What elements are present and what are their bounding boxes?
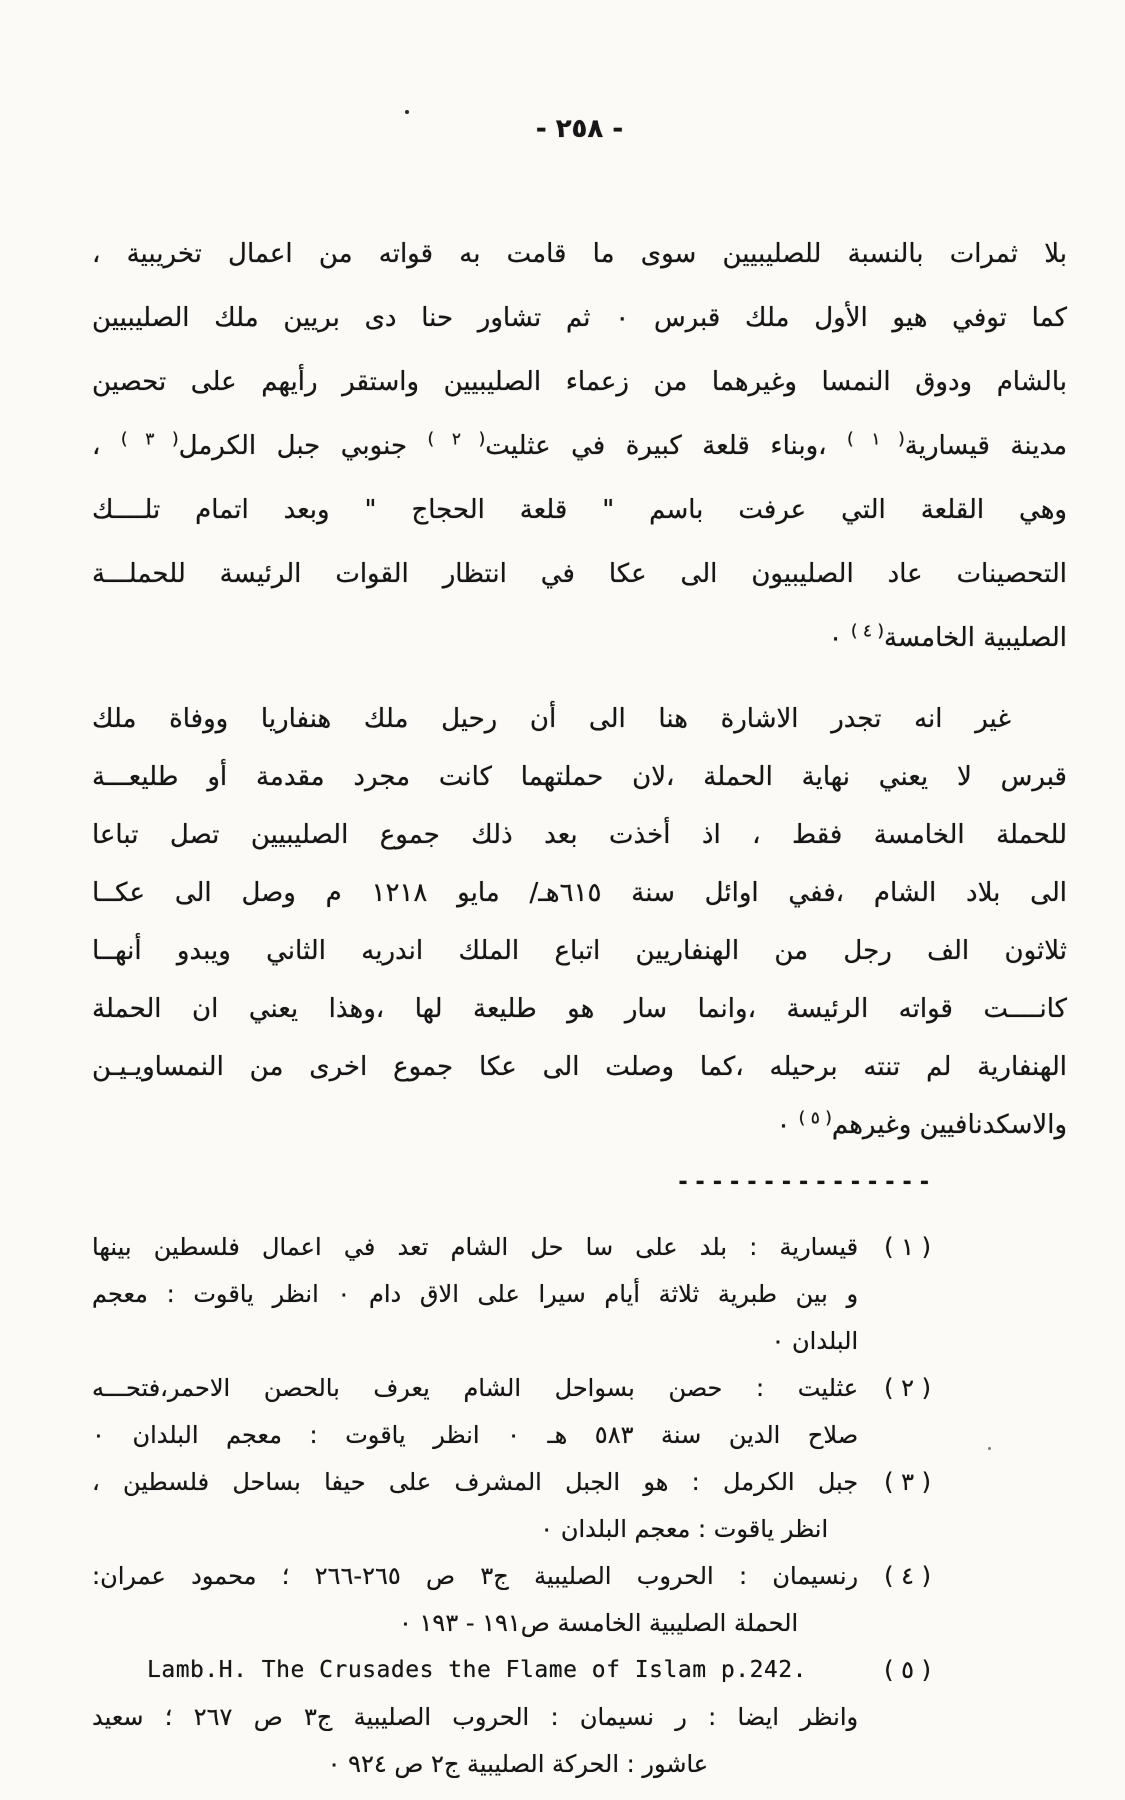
footnote-line: عثليت : حصن بسواحل الشام يعرف بالحصن الاحمر،فتحـــه [92,1374,859,1402]
text-line: الى بلاد الشام ،ففي اوائل سنة ٦١٥هـ/ مايو ١٢١٨ م وصل الى عكــا [92,878,1067,908]
footnote [92,1224,1067,1365]
footnote-ref: ( ٤ ) [850,621,885,642]
text-line: وهي القلعة التي عرفت باسم " قلعة الحجاج " وبعد اتمام تلــــك [92,495,1067,525]
footnote-marker: ( ٣ ) [884,1468,931,1496]
footnote [92,1553,1067,1647]
footnotes [92,1224,1067,1788]
footnote-ref: ( ٣ ) [120,429,179,450]
footnote-line-latin: Lamb.H. The Crusades the Flame of Islam p.242. [147,1657,807,1683]
text-line: ثلاثون الف رجل من الهنفاريين اتباع الملك اندريه الثاني ويبدو أنهــا [92,936,1067,966]
footnote-text [92,1224,858,1365]
footnote-line: صلاح الدين سنة ٥٨٣ هـ ٠ انظر ياقوت : معجم البلدان ٠ [92,1421,859,1449]
footnote-marker: ( ١ ) [884,1233,931,1261]
footnote-ref: ( ٥ ) [798,1108,832,1129]
footnote-ref: ( ٢ ) [427,429,486,450]
footnote-line: رنسيمان : الحروب الصليبية ج٣ ص ٢٦٥-٢٦٦ ؛ محمود عمران: [92,1562,859,1590]
text-line: الهنفارية لم تنته برحيله ،كما وصلت الى عكا جموع اخرى من النمساويـيـن [92,1052,1067,1082]
footnote-text [92,1553,858,1647]
footnote-marker: ( ٤ ) [884,1562,931,1590]
footnote-line: جبل الكرمل : هو الجبل المشرف على حيفا بساحل فلسطين ، [92,1468,859,1496]
text-line: بلا ثمرات بالنسبة للصليبيين سوى ما قامت به قواته من اعمال تخريبية ، [92,239,1067,269]
body-text [92,222,1067,1154]
text-line: غير انه تجدر الاشارة هنا الى أن رحيل ملك هنفاريا ووفاة ملك [92,704,1011,734]
text-line: كانــــت قواته الرئيسة ،وانما سار هو طليعة لها ،وهذا يعني ان الحملة [92,994,1067,1024]
footnote-line: وانظر ايضا : ر نسيمان : الحروب الصليبية ج٣ ص ٢٦٧ ؛ سعيد [92,1703,859,1731]
footnote-text [92,1365,858,1459]
footnote-separator: --------------- [676,1170,935,1195]
text-line: التحصينات عاد الصليبيون الى عكا في انتظار القوات الرئيسة للحملـــة [92,559,1067,589]
text-line: مدينة قيسارية$^{( ١ )}$ ،وبناء قلعة كبيرة في عثليت$^{( ٢ )}$ جنوبي جبل الكرمل$^{( ٣ )}$ ، [92,429,1068,461]
text-line: بالشام ودوق النمسا وغيرهما من زعماء الصليبيين واستقر رأيهم على تحصين [92,367,1067,397]
footnote-line: البلدان ٠ [771,1327,859,1355]
text-line: كما توفي هيو الأول ملك قبرس ٠ ثم تشاور حنا دى بريين ملك الصليبيين [92,303,1067,333]
footnote-text [92,1647,858,1788]
paragraph [92,222,1067,670]
footnote-text [92,1459,858,1553]
text-line: والاسكدنافيين وغيرهم$^{( ٥ )}$ ٠ [776,1108,1067,1140]
text-line: الصليبية الخامسة$^{( ٤ )}$ ٠ [828,621,1067,653]
page-content [92,0,1067,1788]
footnote-marker: ( ٥ ) [884,1656,931,1684]
footnote-line: و بين طبرية ثلاثة أيام سيرا على الاق دام ٠ انظر ياقوت : معجم [92,1280,859,1308]
footnote-ref: ( ١ ) [847,429,905,450]
footnote-line: قيسارية : بلد على سا حل الشام تعد في اعمال فلسطين بينها [92,1233,859,1261]
footnote-line: عاشور : الحركة الصليبية ج٢ ص ٩٢٤ ٠ [327,1750,709,1778]
paragraph [92,690,1067,1154]
footnote [92,1647,1067,1788]
page-number: - ٢٥٨ - [535,114,624,144]
footnote [92,1459,1067,1553]
footnote [92,1365,1067,1459]
footnote-line: انظر ياقوت : معجم البلدان ٠ [540,1515,829,1543]
footnote-marker: ( ٢ ) [884,1374,931,1402]
footnote-line: الحملة الصليبية الخامسة ص١٩١ - ١٩٣ ٠ [399,1609,799,1637]
text-line: قبرس لا يعني نهاية الحملة ،لان حملتهما كانت مجرد مقدمة أو طليعـــة [92,762,1067,792]
text-line: للحملة الخامسة فقط ، اذ أخذت بعد ذلك جموع الصليبيين تصل تباعا [92,820,1067,850]
